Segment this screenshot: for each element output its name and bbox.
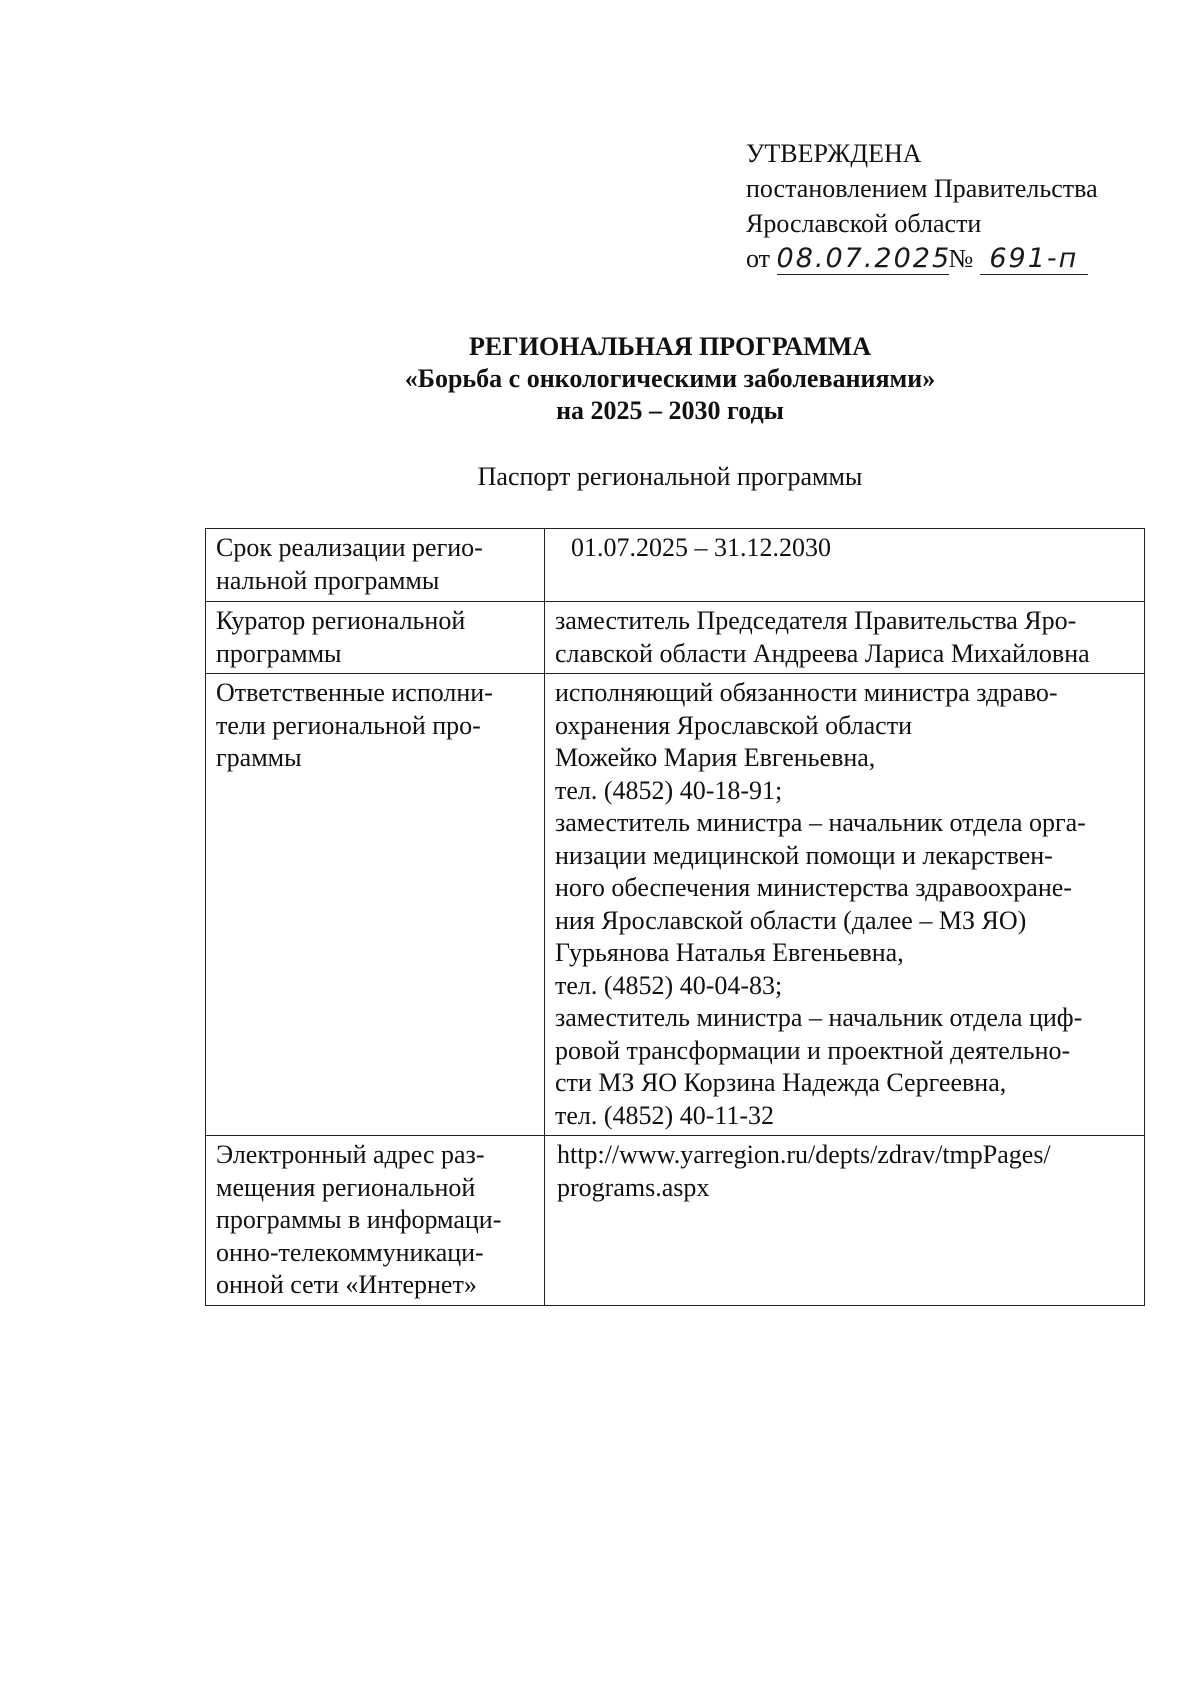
cell-line: ния Ярославской области (далее – МЗ ЯО) [555,905,1027,935]
cell-line: граммы [216,743,302,772]
executors-value [545,674,1145,1136]
url-line: programs.aspx [557,1172,710,1202]
approval-stamp [746,136,1166,276]
cell-line: программы [216,638,342,668]
cell-line: исполняющий обязанности министра здраво- [555,678,1058,707]
table-row-executors [206,674,1145,1136]
approval-date-line [746,241,1166,276]
cell-line: заместитель министра – начальник отдела орга- [555,808,1086,837]
cell-line: Электронный адрес раз- [216,1140,485,1169]
passport-title: Паспорт региональной программы [477,462,863,491]
program-title-line-3: на 2025 – 2030 годы [556,396,784,425]
cell-line: Срок реализации регио- [216,533,483,562]
cell-line: онной сети «Интернет» [216,1270,477,1299]
url-line: http://www.yarregion.ru/depts/zdrav/tmpPages/ [557,1140,1051,1169]
program-title [0,331,1200,427]
approval-line-2: Ярославской области [746,209,982,238]
date-prefix: от [746,244,771,273]
cell-line: Куратор региональной [216,606,466,635]
cell-line: 01.07.2025 – 31.12.2030 [571,533,831,562]
cell-line: заместитель Председателя Правительства Яро- [555,606,1077,635]
cell-line: тел. (4852) 40-11-32 [555,1100,775,1130]
cell-line: славской области Андреева Лариса Михайловна [555,638,1090,668]
cell-line: Ответственные исполни- [216,678,493,707]
approval-line-1: постановлением Правительства [746,174,1098,203]
executors-label [206,674,545,1136]
approval-title: УТВЕРЖДЕНА [746,139,922,168]
cell-line: программы в информаци- [216,1205,502,1234]
term-value [545,529,1145,602]
curator-label [206,602,545,674]
cell-line: ного обеспечения министерства здравоохране- [555,873,1072,902]
number-prefix: № [948,244,974,273]
term-label [206,529,545,602]
cell-line: тел. (4852) 40-18-91; [555,775,783,805]
web-address-value [545,1136,1145,1306]
handwritten-number: 691-п [980,244,1088,275]
cell-line: Гурьянова Наталья Евгеньевна, [555,938,904,967]
table-row-term [206,529,1145,602]
cell-line: заместитель министра – начальник отдела циф- [555,1003,1083,1032]
cell-line: низации медицинской помощи и лекарствен- [555,840,1053,870]
cell-line: охранения Ярославской области [555,710,912,740]
cell-line: нальной программы [216,565,440,595]
curator-value [545,602,1145,674]
cell-line: тели региональной про- [216,710,481,740]
cell-line: Можейко Мария Евгеньевна, [555,743,876,772]
program-title-line-2: «Борьба с онкологическими заболеваниями» [404,364,936,393]
cell-line: онно-телекоммуникаци- [216,1237,484,1267]
web-address-label [206,1136,545,1306]
cell-line: сти МЗ ЯО Корзина Надежда Сергеевна, [555,1068,1007,1097]
cell-line: ровой трансформации и проектной деятельно- [555,1035,1071,1065]
passport-table [205,528,1145,1306]
table-row-web-address [206,1136,1145,1306]
cell-line: тел. (4852) 40-04-83; [555,970,783,1000]
program-title-line-1: РЕГИОНАЛЬНАЯ ПРОГРАММА [469,332,871,361]
cell-line: мещения региональной [216,1172,476,1202]
handwritten-date: 08.07.2025 [776,243,952,274]
table-row-curator [206,602,1145,674]
